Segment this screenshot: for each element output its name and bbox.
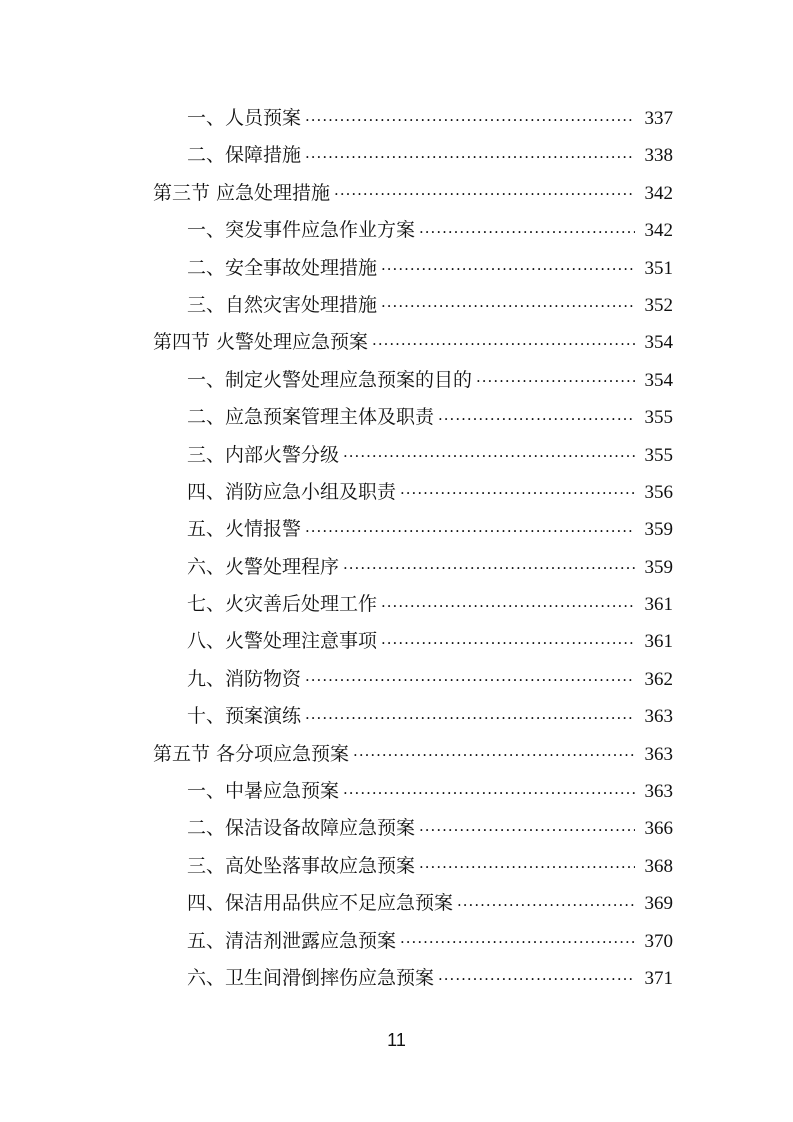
toc-page-number: 359	[644, 556, 673, 578]
toc-item-entry[interactable]	[0, 623, 793, 660]
toc-dot-leader	[305, 513, 635, 550]
toc-item-entry[interactable]	[0, 848, 793, 885]
toc-dot-leader	[419, 214, 635, 251]
toc-entry-label: 五、清洁剂泄露应急预案	[187, 923, 400, 960]
toc-entry-label: 六、卫生间滑倒摔伤应急预案	[187, 960, 438, 997]
toc-dot-leader	[457, 887, 635, 924]
toc-entry-label: 一、中暑应急预案	[187, 773, 343, 810]
toc-item-entry[interactable]	[0, 399, 793, 436]
toc-dot-leader	[343, 438, 635, 475]
toc-dot-leader	[343, 775, 635, 812]
toc-entry-label: 二、应急预案管理主体及职责	[187, 399, 438, 436]
toc-dot-leader	[305, 102, 635, 139]
toc-section-entry[interactable]	[0, 324, 793, 361]
toc-item-entry[interactable]	[0, 212, 793, 249]
toc-entry-label: 四、消防应急小组及职责	[187, 474, 400, 511]
toc-entry-label: 十、预案演练	[187, 698, 305, 735]
toc-item-entry[interactable]	[0, 100, 793, 137]
toc-item-entry[interactable]	[0, 960, 793, 997]
toc-item-entry[interactable]	[0, 250, 793, 287]
page-number: 11	[387, 1030, 406, 1050]
toc-page-number: 354	[644, 332, 673, 354]
toc-entry-label: 四、保洁用品供应不足应急预案	[187, 885, 457, 922]
toc-entry-label: 五、火情报警	[187, 511, 305, 548]
toc-dot-leader	[343, 550, 635, 587]
toc-page-number: 361	[644, 594, 673, 616]
toc-dot-leader	[305, 700, 635, 737]
toc-dot-leader	[438, 961, 635, 998]
toc-page-number: 355	[644, 444, 673, 466]
toc-page-number: 368	[644, 855, 673, 877]
toc-page-number: 363	[644, 781, 673, 803]
toc-item-entry[interactable]	[0, 661, 793, 698]
toc-entry-label: 六、火警处理程序	[187, 549, 343, 586]
toc-dot-leader	[381, 625, 635, 662]
toc-page-number: 342	[644, 220, 673, 242]
toc-item-entry[interactable]	[0, 474, 793, 511]
toc-page-number: 354	[644, 369, 673, 391]
toc-page-number: 362	[644, 668, 673, 690]
toc-entry-label: 一、突发事件应急作业方案	[187, 212, 419, 249]
toc-page-number: 352	[644, 294, 673, 316]
toc-dot-leader	[381, 251, 635, 288]
toc-entry-label: 三、自然灾害处理措施	[187, 287, 381, 324]
toc-entry-label: 七、火灾善后处理工作	[187, 586, 381, 623]
toc-item-entry[interactable]	[0, 698, 793, 735]
toc-item-entry[interactable]	[0, 773, 793, 810]
toc-item-entry[interactable]	[0, 586, 793, 623]
toc-page-number: 361	[644, 631, 673, 653]
toc-item-entry[interactable]	[0, 549, 793, 586]
toc-dot-leader	[372, 326, 635, 363]
toc-entry-label: 九、消防物资	[187, 661, 305, 698]
toc-page-number: 337	[644, 108, 673, 129]
toc-item-entry[interactable]	[0, 511, 793, 548]
table-of-contents	[0, 100, 793, 997]
toc-dot-leader	[305, 139, 635, 176]
toc-section-entry[interactable]	[0, 736, 793, 773]
toc-page-number: 351	[644, 257, 673, 279]
toc-entry-label: 第三节 应急处理措施	[153, 175, 334, 212]
toc-section-entry[interactable]	[0, 175, 793, 212]
toc-dot-leader	[400, 475, 635, 512]
toc-item-entry[interactable]	[0, 885, 793, 922]
toc-dot-leader	[419, 849, 635, 886]
toc-item-entry[interactable]	[0, 137, 793, 174]
toc-dot-leader	[334, 176, 635, 213]
toc-entry-label: 一、制定火警处理应急预案的目的	[187, 362, 476, 399]
toc-page-number: 355	[644, 407, 673, 429]
toc-entry-label: 二、保障措施	[187, 137, 305, 174]
toc-entry-label: 一、人员预案	[187, 100, 305, 137]
toc-entry-label: 二、保洁设备故障应急预案	[187, 810, 419, 847]
toc-page-number: 366	[644, 818, 673, 840]
toc-page-number: 370	[644, 930, 673, 952]
toc-item-entry[interactable]	[0, 362, 793, 399]
toc-page-number: 359	[644, 519, 673, 541]
toc-page-number: 342	[644, 182, 673, 204]
toc-entry-label: 二、安全事故处理措施	[187, 250, 381, 287]
toc-item-entry[interactable]	[0, 923, 793, 960]
toc-dot-leader	[381, 288, 635, 325]
toc-item-entry[interactable]	[0, 287, 793, 324]
toc-entry-label: 三、内部火警分级	[187, 437, 343, 474]
toc-dot-leader	[419, 812, 635, 849]
toc-page-number: 371	[644, 967, 673, 989]
toc-page-number: 363	[644, 743, 673, 765]
toc-item-entry[interactable]	[0, 810, 793, 847]
toc-item-entry[interactable]	[0, 437, 793, 474]
toc-dot-leader	[438, 401, 635, 438]
toc-entry-label: 八、火警处理注意事项	[187, 623, 381, 660]
toc-dot-leader	[381, 588, 635, 625]
toc-page-number: 356	[644, 481, 673, 503]
toc-entry-label: 三、高处坠落事故应急预案	[187, 848, 419, 885]
toc-page-number: 369	[644, 893, 673, 915]
toc-page-number: 363	[644, 706, 673, 728]
toc-dot-leader	[353, 737, 635, 774]
toc-dot-leader	[476, 363, 635, 400]
toc-entry-label: 第四节 火警处理应急预案	[153, 324, 372, 361]
toc-dot-leader	[305, 662, 635, 699]
toc-page-number: 338	[644, 145, 673, 167]
toc-dot-leader	[400, 924, 635, 961]
toc-entry-label: 第五节 各分项应急预案	[153, 736, 353, 773]
